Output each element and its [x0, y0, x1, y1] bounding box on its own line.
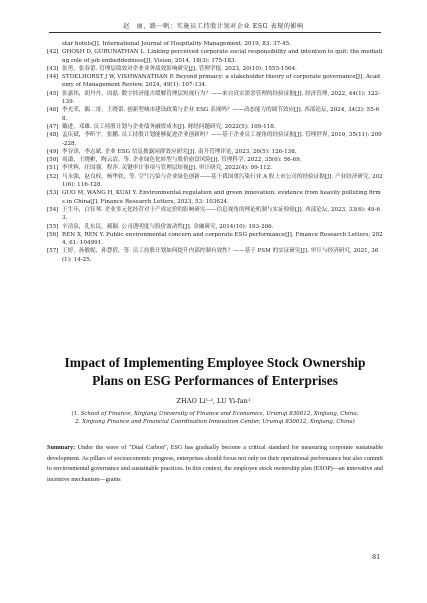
- reference-number: [47]: [47, 123, 59, 130]
- reference-item: [47, 106, 383, 123]
- reference-number: [53]: [47, 190, 59, 197]
- reference-number: [42]: [47, 49, 59, 56]
- reference-text: 张嘉伟，胡丹丹，周磊. 数字经济能否缓解管理层短视行为？——来自真实盈余管理的经验证据[J]. 经济管理, 2022, 44(1): 122-139.: [62, 90, 381, 106]
- reference-item: [47, 156, 383, 164]
- reference-item: [47, 231, 383, 248]
- reference-item: [47, 173, 383, 190]
- article-title: [40, 354, 390, 390]
- reference-text: 马永强，赵良权，杨华钦，等. 空气污染与企业绿色创新——基于我国重污染行业 A 股上市公司的经验证据[J]. 产业经济研究, 2021(6): 116-128.: [62, 173, 383, 189]
- article-summary: [47, 443, 383, 485]
- article-authors: ZHAO Li¹·², LU Yi-fan¹: [176, 397, 251, 405]
- reference-number: [51]: [47, 165, 59, 172]
- reference-item: [47, 131, 383, 148]
- reference-number: [48]: [47, 132, 59, 139]
- reference-number: [56]: [47, 231, 59, 238]
- reference-text: 戴进，邓雄. 员工持股计划与企业债务融资成本[J]. 财经问题研究, 2022(5): 109-118.: [62, 123, 276, 130]
- reference-text: 王生年，白钰琴. 企业多元化经营对于产成定价的影响研究——信息视角的理论机制与实证检验[J]. 西部论坛, 2023, 33(6): 49-63.: [62, 206, 381, 222]
- affiliation-2: 2. Xinjiang Finance and Financial Coordination Innovation Center, Urumqi 830012, Xinjiang, China): [75, 419, 355, 426]
- reference-number: [57]: [47, 248, 59, 255]
- reference-item: [47, 223, 383, 231]
- reference-item: [47, 40, 383, 48]
- summary-label: Summary:: [47, 444, 76, 451]
- summary-text: Under the wave of "Dual Carbon", ESG has gradually become a critical standard for measuring corporate sustainable development. As pillars of socioeconomic progress, enterprises should focus not only on their operational performance but also commit to environmental governance and sustainable practices. In this context, the employee stock ownership plan (ESOP)—an innovative and incentive mechanism—grants: [47, 444, 383, 483]
- reference-item: [47, 73, 383, 90]
- reference-item: [47, 65, 383, 73]
- reference-number: [52]: [47, 173, 59, 180]
- reference-number: [46]: [47, 107, 59, 114]
- reference-text: 王婷，孙敏妮，孙慧倩，等. 员工持股计划如何提升内部控制有效性？——基于 PSM 的实证研究[J]. 审计与经济研究, 2021, 36(1): 14-25.: [62, 248, 379, 263]
- reference-number: [55]: [47, 223, 59, 230]
- reference-text: 孟庆斌，李昕宇，张鹏. 员工持股计划能够促进企业创新吗？——基于企业员工视角的经验证据[J]. 管理世界, 2019, 35(11): 209-228.: [62, 132, 382, 147]
- reference-text: REN X, REN Y. Public environmental concern and corporate ESG performance[J]. Finance Research Letters, 2024, 61: 104991.: [62, 231, 383, 247]
- reference-item: [47, 148, 383, 156]
- reference-item: [47, 48, 383, 65]
- reference-item: [47, 189, 383, 206]
- reference-number: [45]: [47, 90, 59, 97]
- reference-text: star hotels[J]. International Journal of Hospitality Management, 2019, 83: 37-45.: [62, 41, 291, 47]
- reference-text: GHOSH D, GURUNATHAN L. Linking perceived corporate social responsibility and intention to quit: the mediating role of job embeddedness[J]. Vision, 2014, 18(3): 175-183.: [62, 49, 383, 64]
- reference-number: [49]: [47, 148, 59, 155]
- reference-text: GUO M, WANG H, KUAI Y. Environmental regulation and green innovation: evidence from heavily polluting firms in China[J]. Finance Research Letters, 2023, 53: 103624.: [62, 190, 381, 205]
- reference-text: 周潇，王晓彬，陶云清，等. 企业绿色化转型与股价崩盘风险[J]. 管理科学, 2022, 35(6): 56-69.: [62, 157, 302, 164]
- reference-item: [47, 206, 383, 223]
- affiliation-1: (1. School of Finance, Xinjiang University of Finance and Economics, Urumqi 830012, Xinjiang, China;: [71, 411, 359, 417]
- article-title-line-2: Plans on ESG Performances of Enterprises: [92, 373, 338, 388]
- article-title-line-1: Impact of Implementing Employee Stock Ownership: [64, 355, 366, 370]
- reference-number: [50]: [47, 157, 59, 164]
- page-number: 81: [372, 553, 381, 561]
- reference-item: [47, 164, 383, 172]
- reference-text: 李世辉，任国强，程萍. 关键审计事项与管理层短视[J]. 审计研究, 2022(4): 99-112.: [62, 165, 272, 172]
- reference-text: 李谷泽，李志斌. 企业 ESG 信息披露同群效应研究[J]. 南开管理评论, 2023, 26(5): 126-138.: [62, 148, 297, 155]
- reference-text: 辛清泉，孔东民，郝颖. 公司透明度与股价波动性[J]. 金融研究, 2014(10): 193-206.: [62, 223, 274, 230]
- article-affiliations: [40, 410, 390, 427]
- reference-list: [47, 40, 383, 264]
- reference-item: [47, 247, 383, 264]
- running-head: 赵 丽，路一帆：实施员工持股计划对企业 ESG 表现的影响: [123, 23, 304, 30]
- reference-number: [43]: [47, 65, 59, 72]
- header-rule: [49, 32, 381, 33]
- reference-number: [44]: [47, 74, 59, 81]
- reference-text: 李光荣，偶二哥，王晓蕾. 创新型城市建设政策与企业 ESG 表现吗？——动态能力的调节效应[J]. 西部论坛, 2024, 34(2): 55-68.: [62, 107, 380, 122]
- reference-item: [47, 90, 383, 107]
- reference-item: [47, 123, 383, 131]
- reference-text: 张勇，张春蕾. 管理层绩效对企业业务绩效影响研究[J]. 管理学报, 2023, 20(10): 1555-1564.: [62, 65, 297, 72]
- reference-number: [54]: [47, 206, 59, 213]
- reference-text: STOELHORST J W, VISHWANATHAN P. Beyond primacy: a stakeholder theory of corporate governance[J]. Academy of Management Review, 2024, 49(1): 107-134.: [62, 74, 380, 89]
